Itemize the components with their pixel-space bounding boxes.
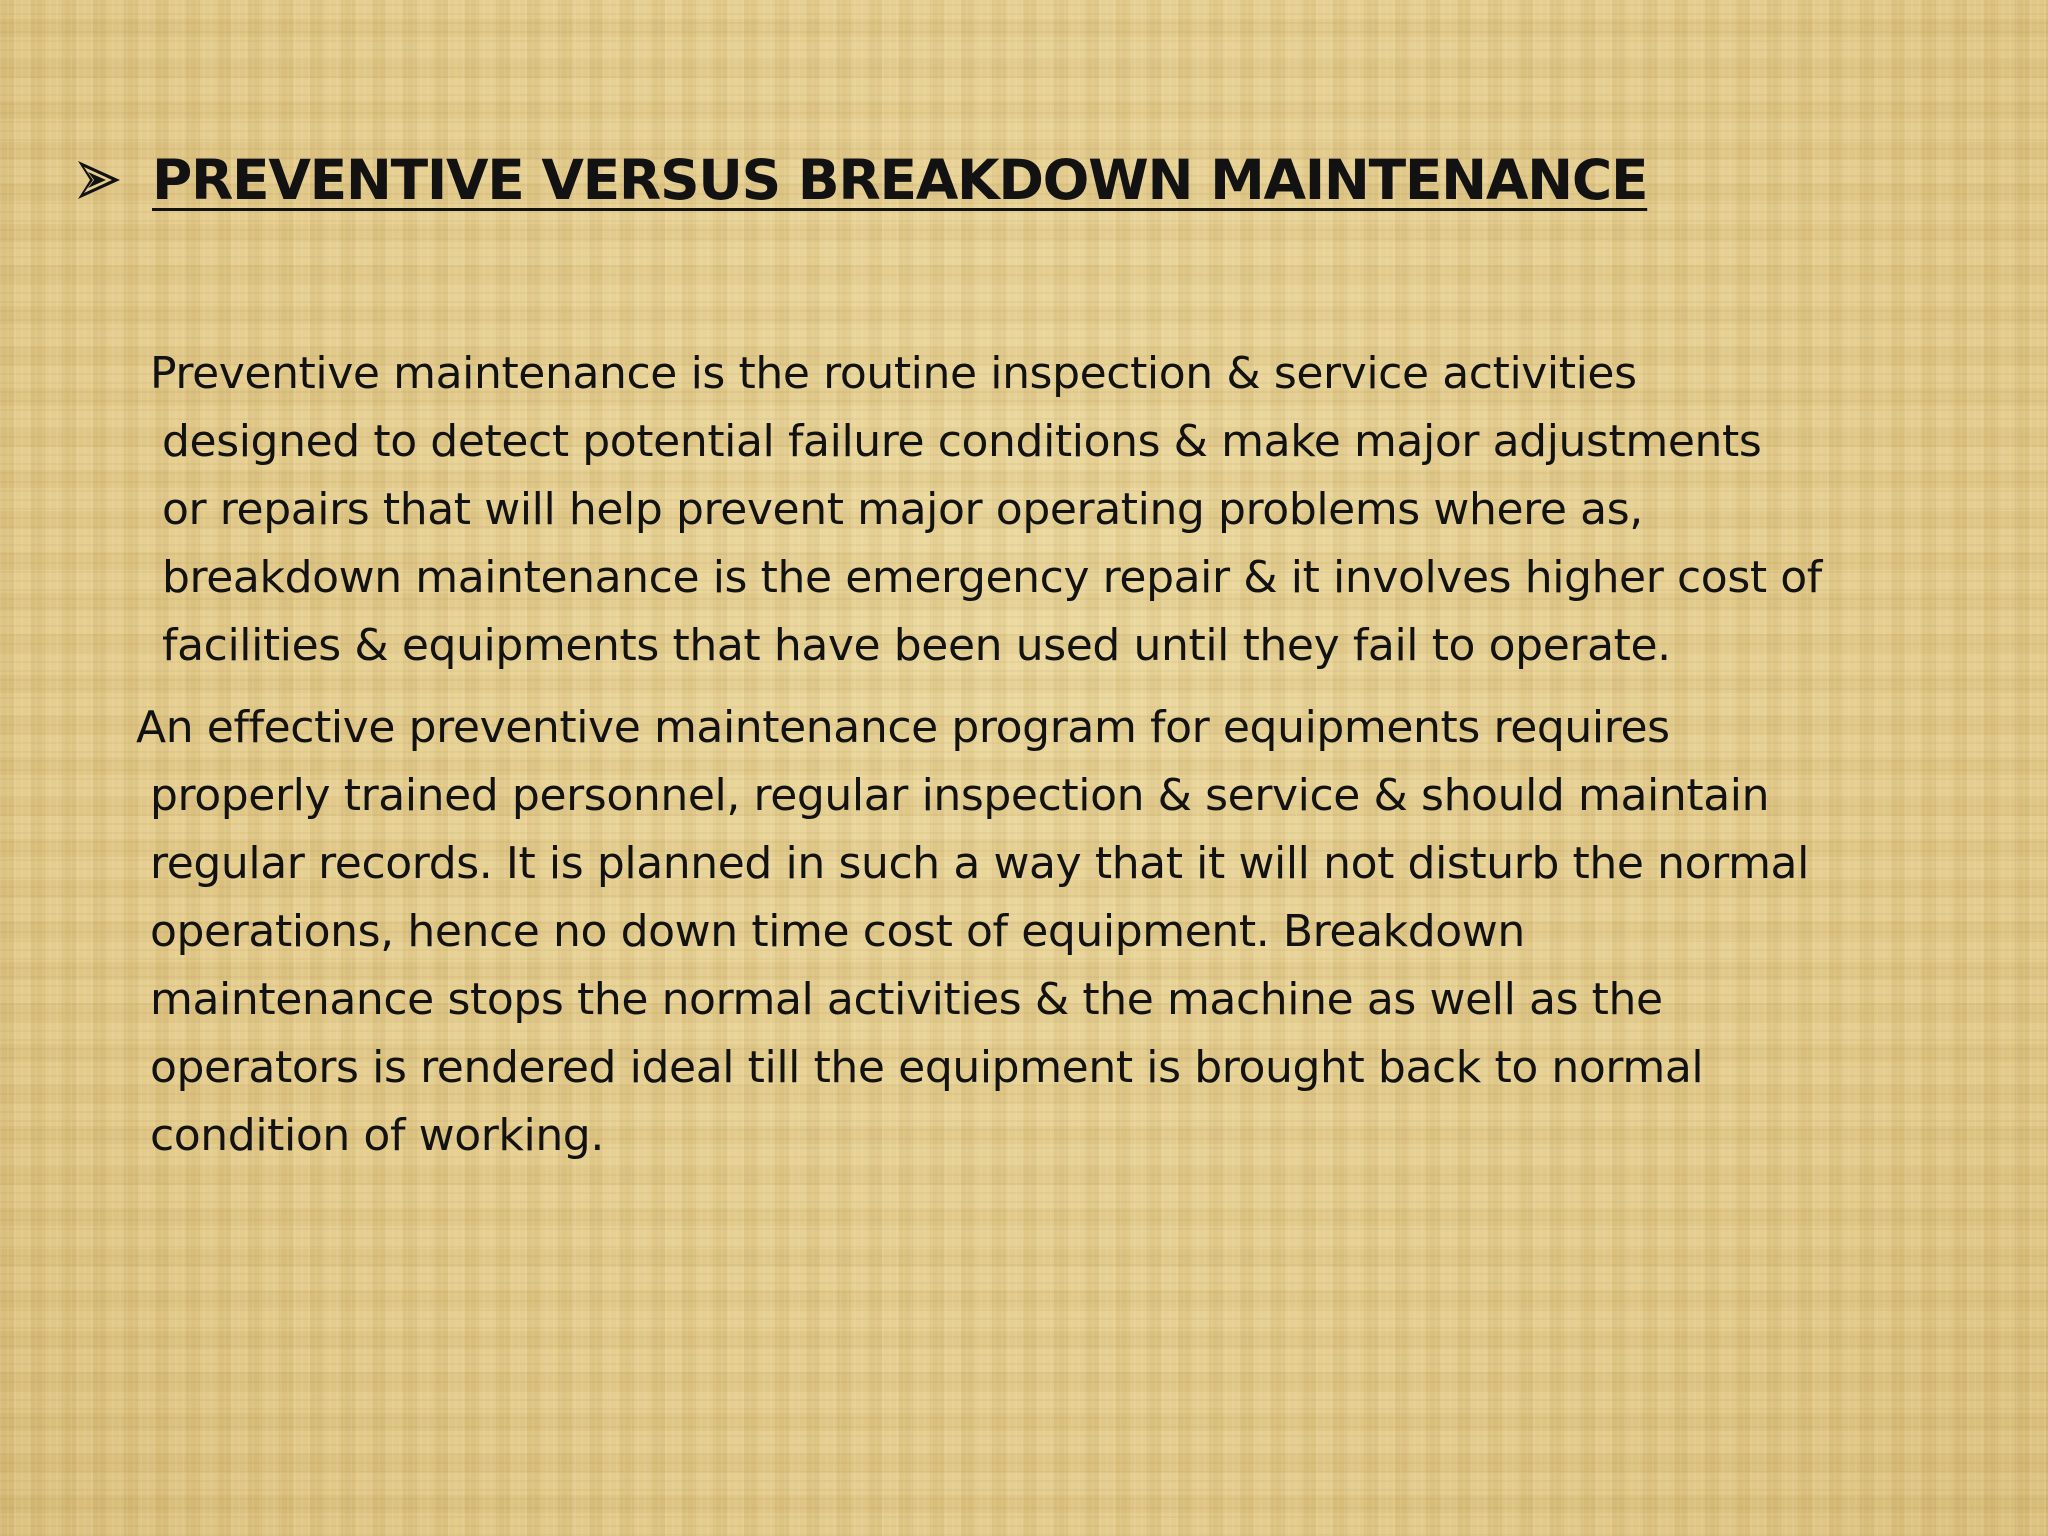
text-line: regular records. It is planned in such a way that it will not disturb the normal <box>150 838 1809 889</box>
text-line: maintenance stops the normal activities & the machine as well as the <box>150 974 1663 1025</box>
text-line: An effective preventive maintenance program for equipments requires <box>136 702 1670 753</box>
text-line: properly trained personnel, regular inspection & service & should maintain <box>150 770 1770 821</box>
text-line: breakdown maintenance is the emergency repair & it involves higher cost of <box>162 552 1822 603</box>
text-line: operations, hence no down time cost of equipment. Breakdown <box>150 906 1525 957</box>
paragraph-preventive-definition <box>150 340 1822 680</box>
slide-title: PREVENTIVE VERSUS BREAKDOWN MAINTENANCE <box>152 148 1648 212</box>
text-line: or repairs that will help prevent major operating problems where as, <box>162 484 1643 535</box>
arrowhead-bullet-icon <box>76 159 122 201</box>
text-line: designed to detect potential failure conditions & make major adjustments <box>162 416 1762 467</box>
heading-row <box>76 148 1647 212</box>
text-line: facilities & equipments that have been used until they fail to operate. <box>162 620 1671 671</box>
text-line: operators is rendered ideal till the equipment is brought back to normal <box>150 1042 1704 1093</box>
paragraph-effective-program <box>136 694 1809 1170</box>
text-line: condition of working. <box>150 1110 604 1161</box>
text-line: Preventive maintenance is the routine inspection & service activities <box>150 348 1637 399</box>
